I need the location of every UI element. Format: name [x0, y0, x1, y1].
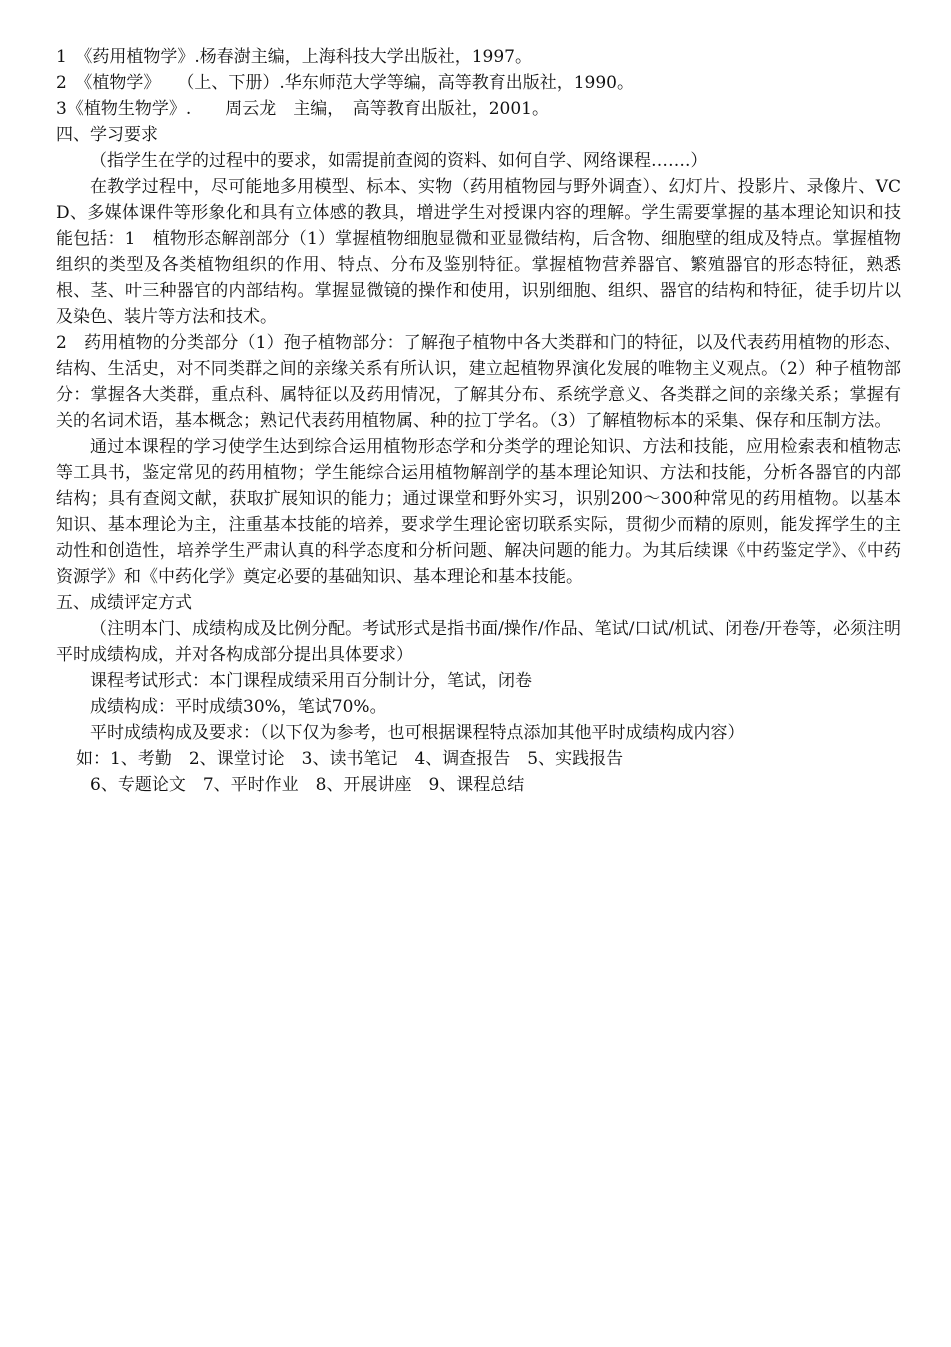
grading-note: （注明本门、成绩构成及比例分配。考试形式是指书面/操作/作品、笔试/口试/机试、闭卷/开卷等，必须注明平时成绩构成，并对各构成部分提出具体要求）: [56, 619, 901, 665]
regular-grade-items-line-1: 如：1、考勤 2、课堂讨论 3、读书笔记 4、调查报告 5、实践报告: [76, 749, 624, 769]
study-requirements-note: （指学生在学的过程中的要求，如需提前查阅的资料、如何自学、网络课程…….）: [90, 151, 708, 171]
reference-3: 3《植物生物学》. 周云龙 主编， 高等教育出版社，2001。: [56, 99, 549, 119]
document-page: [56, 44, 901, 798]
study-requirements-paragraph-2: 2 药用植物的分类部分（1）孢子植物部分：了解孢子植物中各大类群和门的特征，以及代表药用植物的形态、结构、生活史，对不同类群之间的亲缘关系有所认识，建立起植物界演化发展的唯物主义观点。（2）种子植物部分：掌握各大类群，重点科、属特征以及药用情况，了解其分布、系统学意义、各类群之间的亲缘关系；掌握有关的名词术语，基本概念；熟记代表药用植物属、种的拉丁学名。（3）了解植物标本的采集、保存和压制方法。: [56, 333, 901, 431]
section-heading-grading: 五、成绩评定方式: [56, 593, 192, 613]
grade-composition: 成绩构成：平时成绩30%，笔试70%。: [90, 697, 387, 717]
exam-form: 课程考试形式：本门课程成绩采用百分制计分，笔试，闭卷: [90, 671, 532, 691]
reference-2: 2 《植物学》 （上、下册）.华东师范大学等编，高等教育出版社，1990。: [56, 73, 634, 93]
regular-grade-items-line-2: 6、专题论文 7、平时作业 8、开展讲座 9、课程总结: [90, 775, 525, 795]
regular-grade-requirements: 平时成绩构成及要求：（以下仅为参考，也可根据课程特点添加其他平时成绩构成内容）: [90, 723, 745, 743]
reference-1: 1 《药用植物学》.杨春澍主编，上海科技大学出版社，1997。: [56, 47, 532, 67]
section-heading-study-requirements: 四、学习要求: [56, 125, 158, 145]
study-requirements-paragraph-1: 在教学过程中，尽可能地多用模型、标本、实物（药用植物园与野外调查）、幻灯片、投影片、录像片、VCD、多媒体课件等形象化和具有立体感的教具，增进学生对授课内容的理解。学生需要掌握的基本理论知识和技能包括：1 植物形态解剖部分（1）掌握植物细胞显微和亚显微结构，后含物、细胞壁的组成及特点。掌握植物组织的类型及各类植物组织的作用、特点、分布及鉴别特征。掌握植物营养器官、繁殖器官的形态特征，熟悉根、茎、叶三种器官的内部结构。掌握显微镜的操作和使用，识别细胞、组织、器官的结构和特征，徒手切片以及染色、装片等方法和技术。: [56, 177, 901, 327]
study-requirements-paragraph-3: 通过本课程的学习使学生达到综合运用植物形态学和分类学的理论知识、方法和技能，应用检索表和植物志等工具书，鉴定常见的药用植物；学生能综合运用植物解剖学的基本理论知识、方法和技能，分析各器官的内部结构；具有查阅文献，获取扩展知识的能力；通过课堂和野外实习，识别200～300种常见的药用植物。以基本知识、基本理论为主，注重基本技能的培养，要求学生理论密切联系实际，贯彻少而精的原则，能发挥学生的主动性和创造性，培养学生严肃认真的科学态度和分析问题、解决问题的能力。为其后续课《中药鉴定学》、《中药资源学》和《中药化学》奠定必要的基础知识、基本理论和基本技能。: [56, 437, 901, 587]
